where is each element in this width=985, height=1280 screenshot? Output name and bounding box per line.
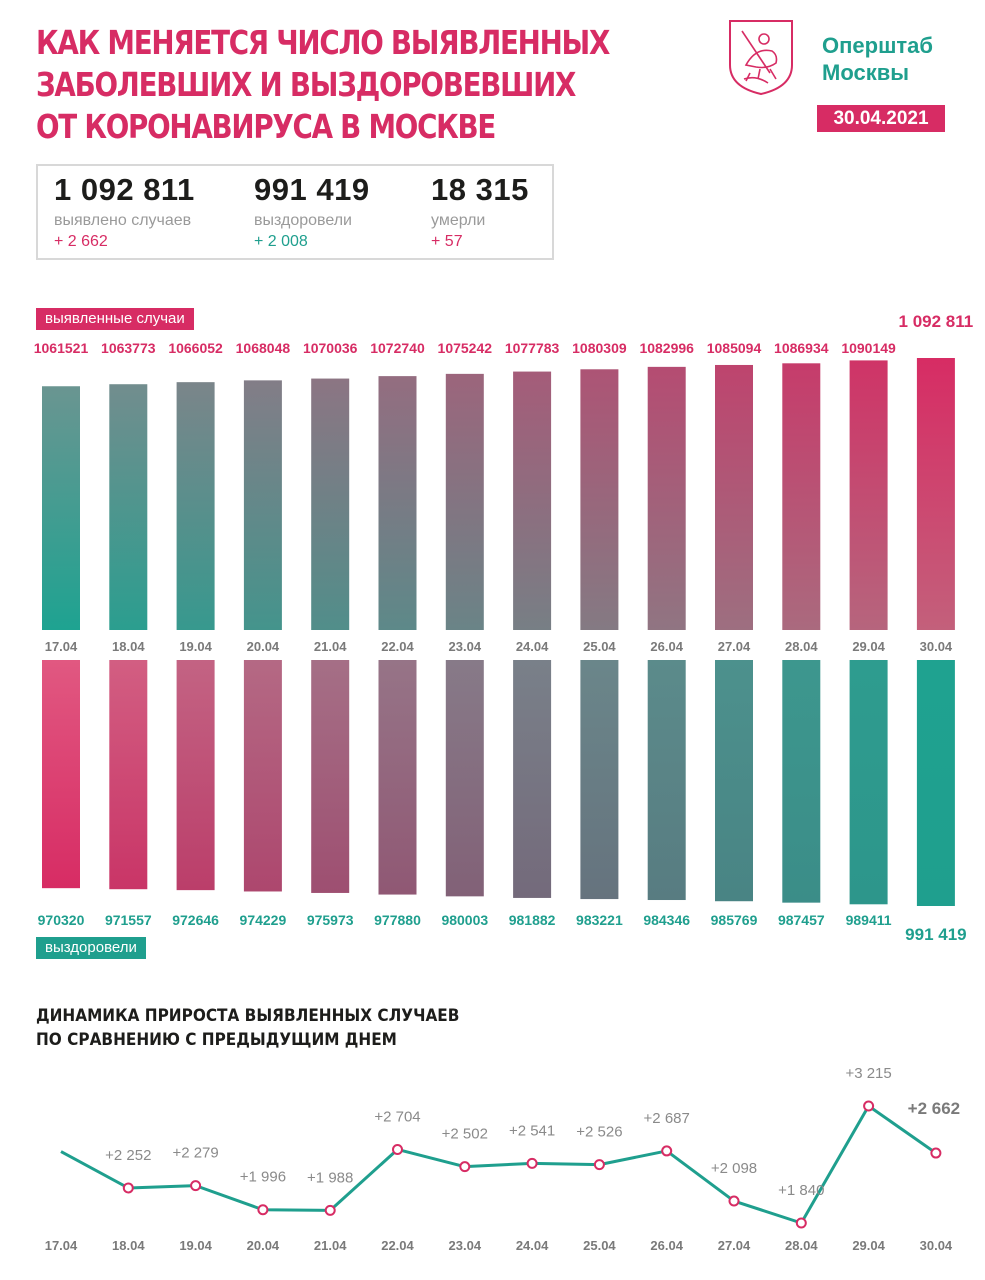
recovered-value-label: 989411 [845,912,892,928]
date-tick-label: 23.04 [448,639,482,654]
date-tick-label: 23.04 [448,1238,482,1253]
recovered-value-label: 981882 [508,912,556,928]
date-tick-label: 21.04 [313,1238,347,1253]
date-tick-label: 29.04 [852,639,885,654]
increase-point [730,1197,739,1206]
increase-value-label: +3 215 [845,1065,892,1082]
date-tick-label: 30.04 [919,639,953,654]
stat-value: 991 419 [254,172,370,207]
date-tick-label: 28.04 [785,1238,818,1253]
increase-point [595,1160,604,1169]
increase-point [258,1205,267,1214]
cases-value-label: 1068048 [235,340,291,356]
increase-point [528,1159,537,1168]
increase-point [326,1206,335,1215]
cases-value-label: 1080309 [572,340,627,356]
legend-recovered: выздоровели [36,937,146,959]
increase-line [61,1106,936,1223]
increase-point [864,1102,873,1111]
increase-point [662,1146,671,1155]
legend-cases: выявленные случаи [36,308,194,330]
date-tick-label: 22.04 [381,639,414,654]
stat-label: выявлено случаев [54,212,192,229]
increase-value-label: +2 704 [374,1108,421,1126]
cases-value-label: 1086934 [774,340,829,356]
increase-value-label: +2 541 [508,1122,556,1140]
date-tick-label: 17.04 [44,1238,78,1253]
increase-value-label: +2 279 [172,1144,219,1162]
increase-point [124,1183,133,1192]
stat-label: умерли [431,212,486,229]
increase-value-label: +2 687 [643,1109,690,1127]
recovered-value-label: 985769 [710,912,758,928]
stat-delta: + 57 [431,233,463,250]
recovered-value-label: 970320 [37,912,85,928]
brand-line: Оперштаб [822,33,934,58]
increase-point [191,1181,200,1190]
increase-value-label: +1 840 [778,1182,825,1199]
date-tick-label: 21.04 [313,639,347,654]
increase-point [460,1162,469,1171]
recovered-value-label: 971557 [104,912,152,928]
recovered-value-label: 987457 [777,912,825,928]
stat-delta: + 2 662 [54,233,108,250]
date-tick-label: 29.04 [852,1238,885,1253]
title-line: ЗАБОЛЕВШИХ И ВЫЗДОРОВЕВШИХ [36,65,576,104]
date-tick-label: 24.04 [515,639,549,654]
increase-value-label: +1 996 [239,1168,287,1186]
date-tick-label: 27.04 [717,639,751,654]
recovered-value-label: 977880 [374,912,421,928]
date-tick-label: 19.04 [179,1238,212,1253]
increase-value-label: +2 662 [907,1099,961,1119]
date-tick-label: 26.04 [650,1238,683,1253]
brand-line: Москвы [822,60,910,85]
stat-delta: + 2 008 [254,233,308,250]
cases-value-label: 1063773 [101,340,156,356]
recovered-value-label: 980003 [441,912,489,928]
cases-value-label: 1 092 811 [898,312,974,331]
cases-value-label: 1066052 [168,340,223,356]
cases-value-label: 1085094 [706,340,762,356]
recovered-value-label: 984346 [643,912,691,928]
date-tick-label: 26.04 [650,639,683,654]
line-chart-title-line: ДИНАМИКА ПРИРОСТА ВЫЯВЛЕННЫХ СЛУЧАЕВ [36,1006,460,1026]
increase-value-label: +2 098 [710,1160,758,1178]
stat-label: выздоровели [254,212,352,229]
date-tick-label: 28.04 [785,639,818,654]
date-tick-label: 19.04 [179,639,212,654]
increase-value-label: +2 526 [576,1123,623,1141]
stat-value: 18 315 [431,172,529,207]
date-tick-label: 18.04 [112,639,145,654]
increase-value-label: +2 252 [105,1146,152,1164]
title-line: ОТ КОРОНАВИРУСА В МОСКВЕ [36,107,496,146]
cases-value-label: 1082996 [639,340,694,356]
recovered-value-label: 975973 [306,912,354,928]
line-chart-title-line: ПО СРАВНЕНИЮ С ПРЕДЫДУЩИМ ДНЕМ [36,1030,397,1050]
cases-value-label: 1075242 [437,340,493,356]
date-tick-label: 20.04 [246,639,280,654]
recovered-value-label: 983221 [576,912,623,928]
increase-point [393,1145,402,1154]
date-tick-label: 18.04 [112,1238,145,1253]
increase-value-label: +1 988 [307,1169,354,1187]
date-tick-label: 22.04 [381,1238,414,1253]
date-tick-label: 27.04 [717,1238,751,1253]
cases-value-label: 1061521 [33,340,89,356]
cases-value-label: 1090149 [841,340,896,356]
date-tick-label: 30.04 [919,1238,953,1253]
date-tick-label: 20.04 [246,1238,280,1253]
increase-value-label: +2 502 [441,1125,488,1143]
recovered-value-label: 991 419 [905,925,967,944]
date-tick-label: 17.04 [44,639,78,654]
recovered-value-label: 972646 [172,912,219,928]
date-tick-label: 24.04 [515,1238,549,1253]
date-tick-label: 25.04 [583,639,616,654]
recovered-value-label: 974229 [239,912,287,928]
increase-point [797,1219,806,1228]
date-badge: 30.04.2021 [817,105,945,132]
date-tick-label: 25.04 [583,1238,616,1253]
stat-value: 1 092 811 [54,172,195,207]
increase-series [45,1065,960,1253]
increase-point [931,1149,940,1158]
title-line: КАК МЕНЯЕТСЯ ЧИСЛО ВЫЯВЛЕННЫХ [36,23,610,62]
cases-value-label: 1072740 [370,340,425,356]
cases-value-label: 1070036 [302,340,358,356]
cases-value-label: 1077783 [504,340,560,356]
